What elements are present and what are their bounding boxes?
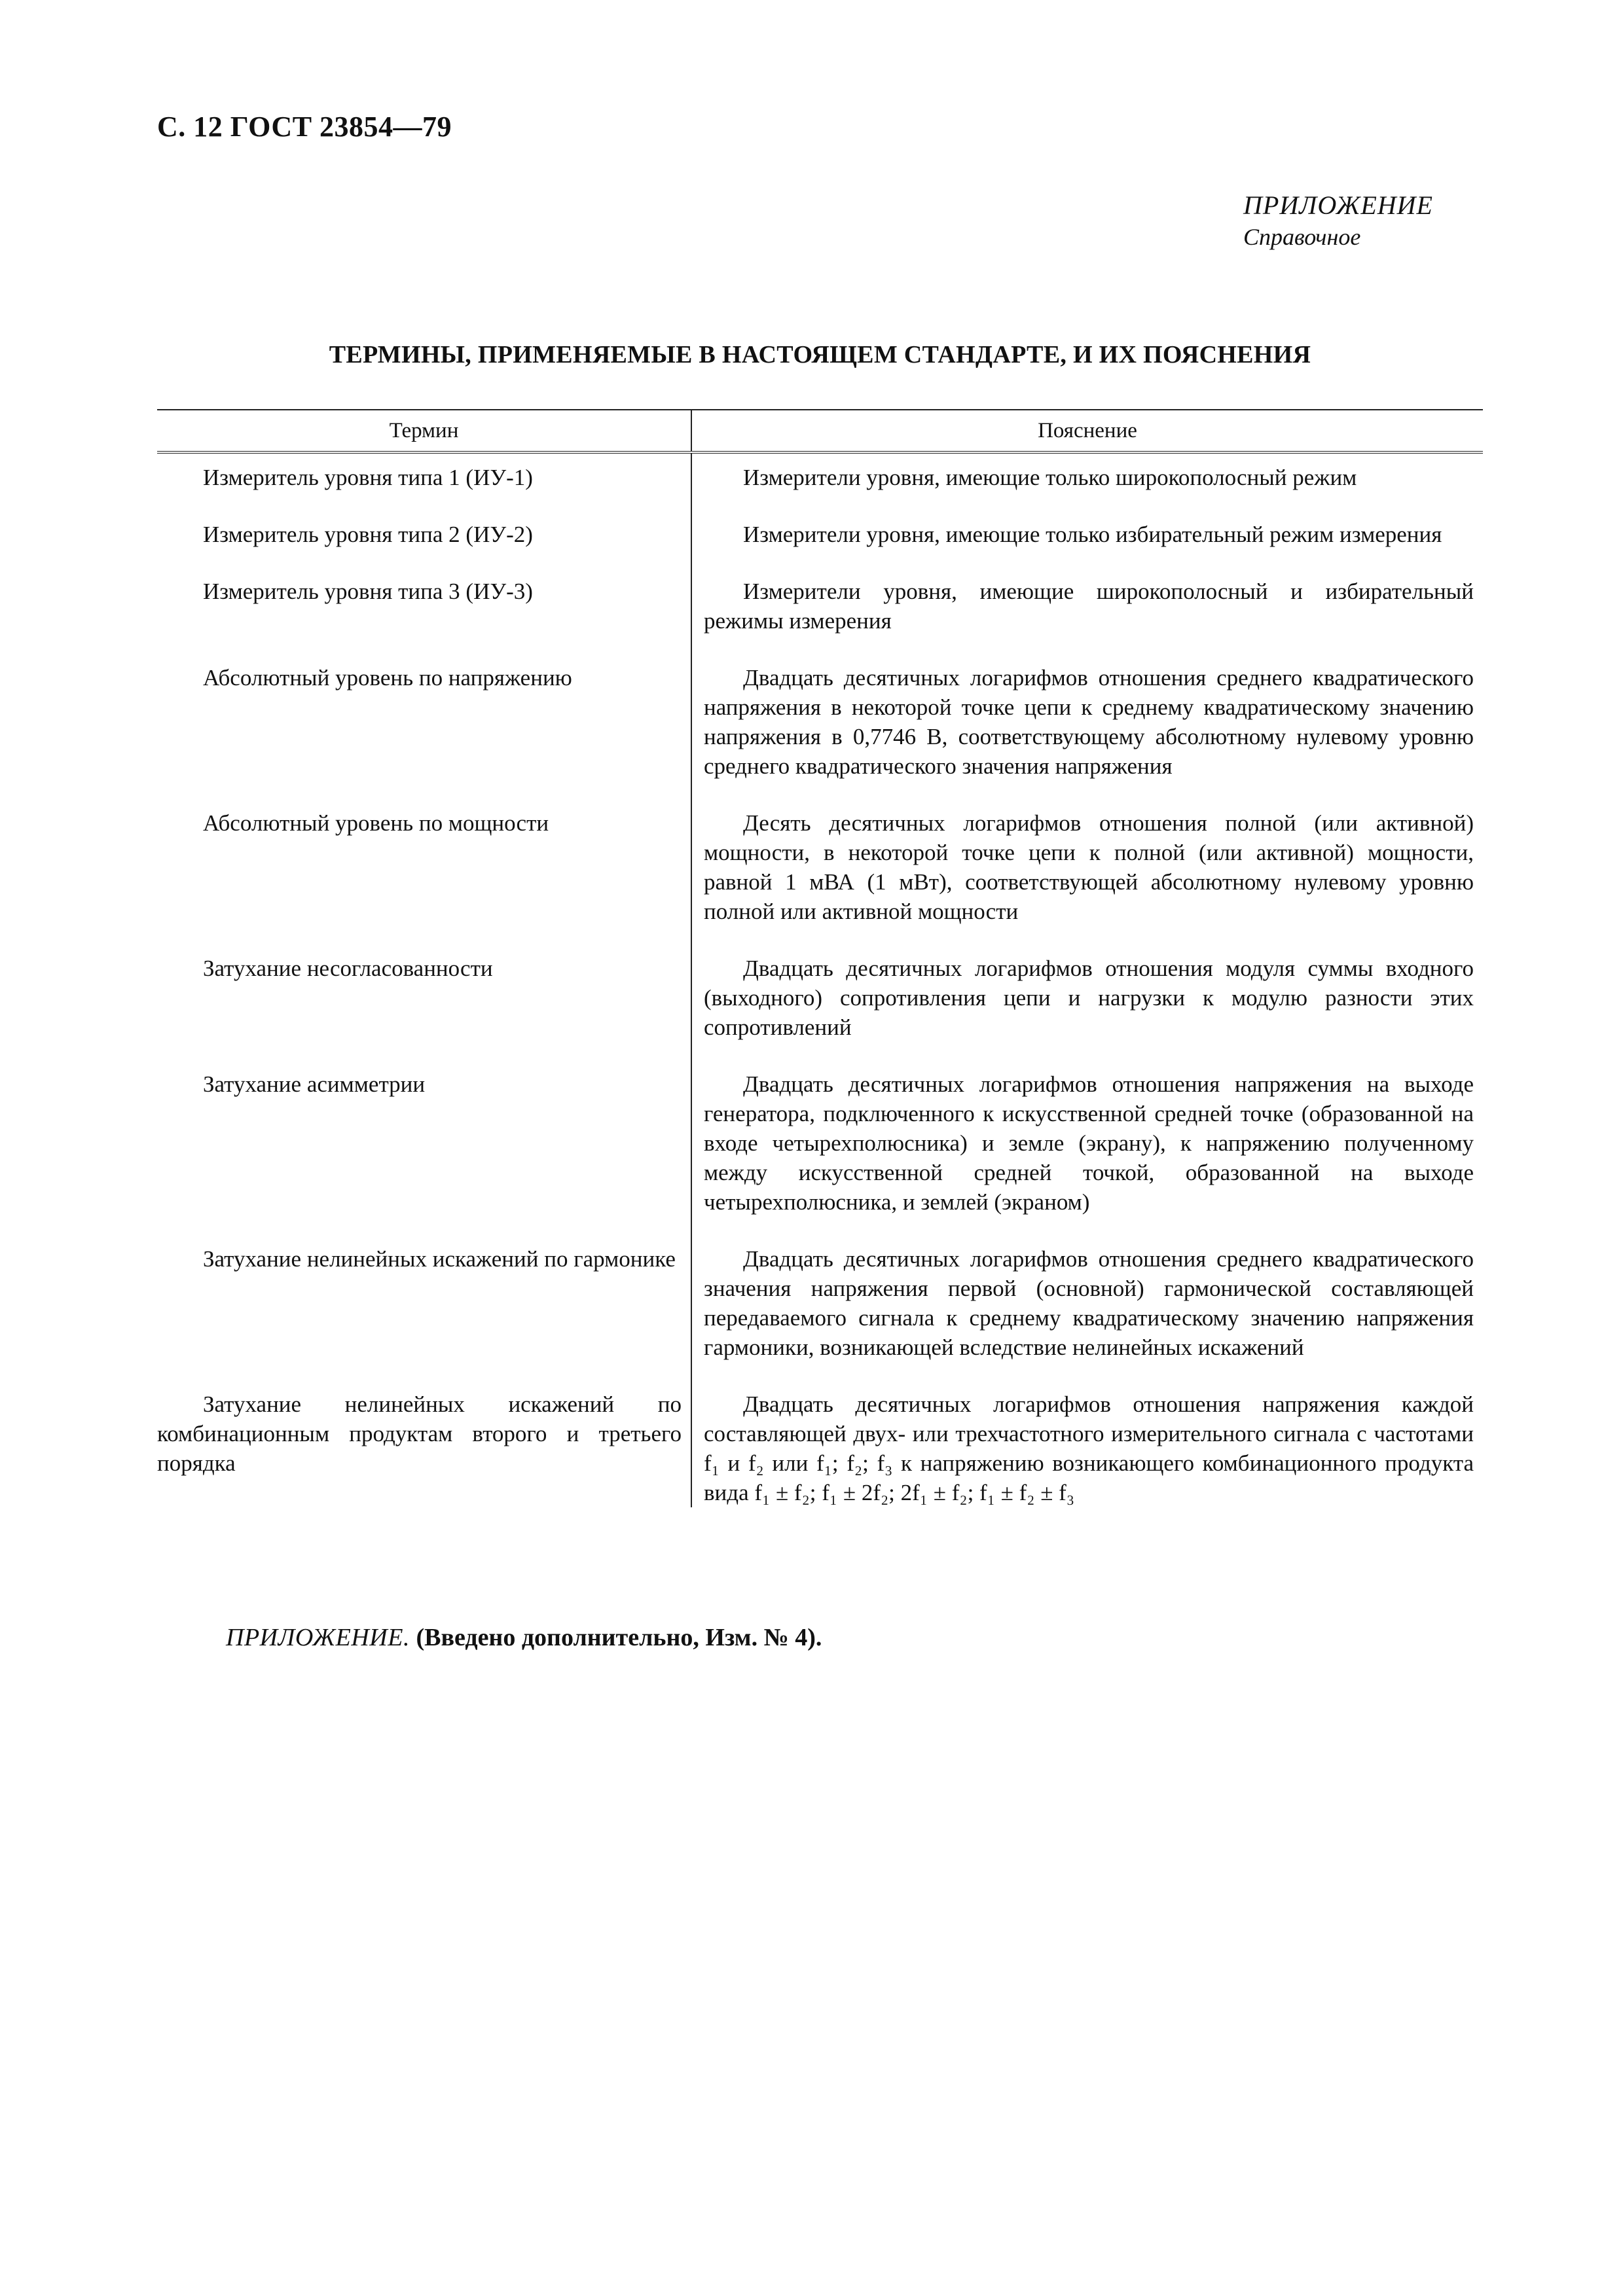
explanation-cell: Двадцать десятичных логарифмов отношения напряжения каждой составляющей двух- или трехчастотного измерительного сигнала с частотами f₁ и f₂ или f₁; f₂; f₃ к напряжению возникающего комбинационного продукта вида f₁ ± f₂; f₁ ± 2f₂; 2f₁ ± f₂; f₁ ± f₂ ± f₃ <box>704 1391 1474 1505</box>
term-cell: Измеритель уровня типа 2 (ИУ-2) <box>157 511 691 567</box>
term-cell: Затухание нелинейных искажений по гармонике <box>157 1235 691 1380</box>
table-row <box>157 944 1483 1060</box>
explanation-cell: Измерители уровня, имеющие только широкополосный режим <box>743 465 1357 490</box>
explanation-cell: Двадцать десятичных логарифмов отношения среднего квадратического напряжения в некоторой точке цепи к среднему квадратическому значению напряжения в 0,7746 В, соответствующему абсолютному нулевому уровню среднего квадратического значения напряжения <box>704 665 1474 779</box>
term-cell: Измеритель уровня типа 1 (ИУ-1) <box>157 452 691 511</box>
table-row <box>157 1235 1483 1380</box>
explanation-cell: Двадцать десятичных логарифмов отношения напряжения на выходе генератора, подключенного к искусственной средней точке (образованной на входе четырехполюсника) и земле (экрану), к напряжению полученному между искусственной средней точкой, образованной на выходе четырехполюсника, и землей (экраном) <box>704 1071 1474 1215</box>
table-header-row <box>157 410 1483 452</box>
table-row <box>157 1060 1483 1235</box>
document-title: ТЕРМИНЫ, ПРИМЕНЯЕМЫЕ В НАСТОЯЩЕМ СТАНДАРТЕ, И ИХ ПОЯСНЕНИЯ <box>329 341 1311 368</box>
appendix-label: ПРИЛОЖЕНИЕ <box>1243 190 1433 220</box>
table-row <box>157 799 1483 944</box>
term-cell: Затухание асимметрии <box>157 1060 691 1235</box>
footnote-label: ПРИЛОЖЕНИЕ. <box>226 1624 410 1651</box>
page-header: С. 12 ГОСТ 23854—79 <box>157 111 452 143</box>
explanation-cell: Двадцать десятичных логарифмов отношения модуля суммы входного (выходного) сопротивления цепи и нагрузки к модулю разности этих сопротивлений <box>704 956 1474 1040</box>
footnote-text: (Введено дополнительно, Изм. № 4). <box>409 1624 822 1651</box>
explanation-cell: Измерители уровня, имеющие только избирательный режим измерения <box>743 522 1442 547</box>
appendix-type: Справочное <box>1243 224 1361 250</box>
term-cell: Абсолютный уровень по мощности <box>157 799 691 944</box>
terms-table <box>157 409 1483 1507</box>
explanation-cell: Двадцать десятичных логарифмов отношения среднего квадратического значения напряжения первой (основной) гармонической составляющей передаваемого сигнала к среднему квадратическому значению напряжения гармоники, возникающей вследствие нелинейных искажений <box>704 1246 1474 1360</box>
explanation-cell: Измерители уровня, имеющие широкополосный и избирательный режимы измерения <box>704 579 1474 634</box>
table-row <box>157 452 1483 511</box>
appendix-block <box>1243 190 1433 253</box>
term-cell: Измеритель уровня типа 3 (ИУ-3) <box>157 567 691 654</box>
term-cell: Абсолютный уровень по напряжению <box>157 654 691 799</box>
column-header-term: Термин <box>157 410 691 452</box>
term-cell: Затухание нелинейных искажений по комбинационным продуктам второго и третьего порядка <box>157 1380 691 1507</box>
column-header-explanation: Пояснение <box>691 410 1483 452</box>
term-cell: Затухание несогласованности <box>157 944 691 1060</box>
footnote <box>226 1623 822 1652</box>
table-row <box>157 654 1483 799</box>
table-row <box>157 1380 1483 1507</box>
table-row <box>157 511 1483 567</box>
explanation-cell: Десять десятичных логарифмов отношения полной (или активной) мощности, в некоторой точке цепи к полной (или активной) мощности, равной 1 мВА (1 мВт), соответствующей абсолютному нулевому уровню полной или активной мощности <box>704 810 1474 924</box>
table-row <box>157 567 1483 654</box>
